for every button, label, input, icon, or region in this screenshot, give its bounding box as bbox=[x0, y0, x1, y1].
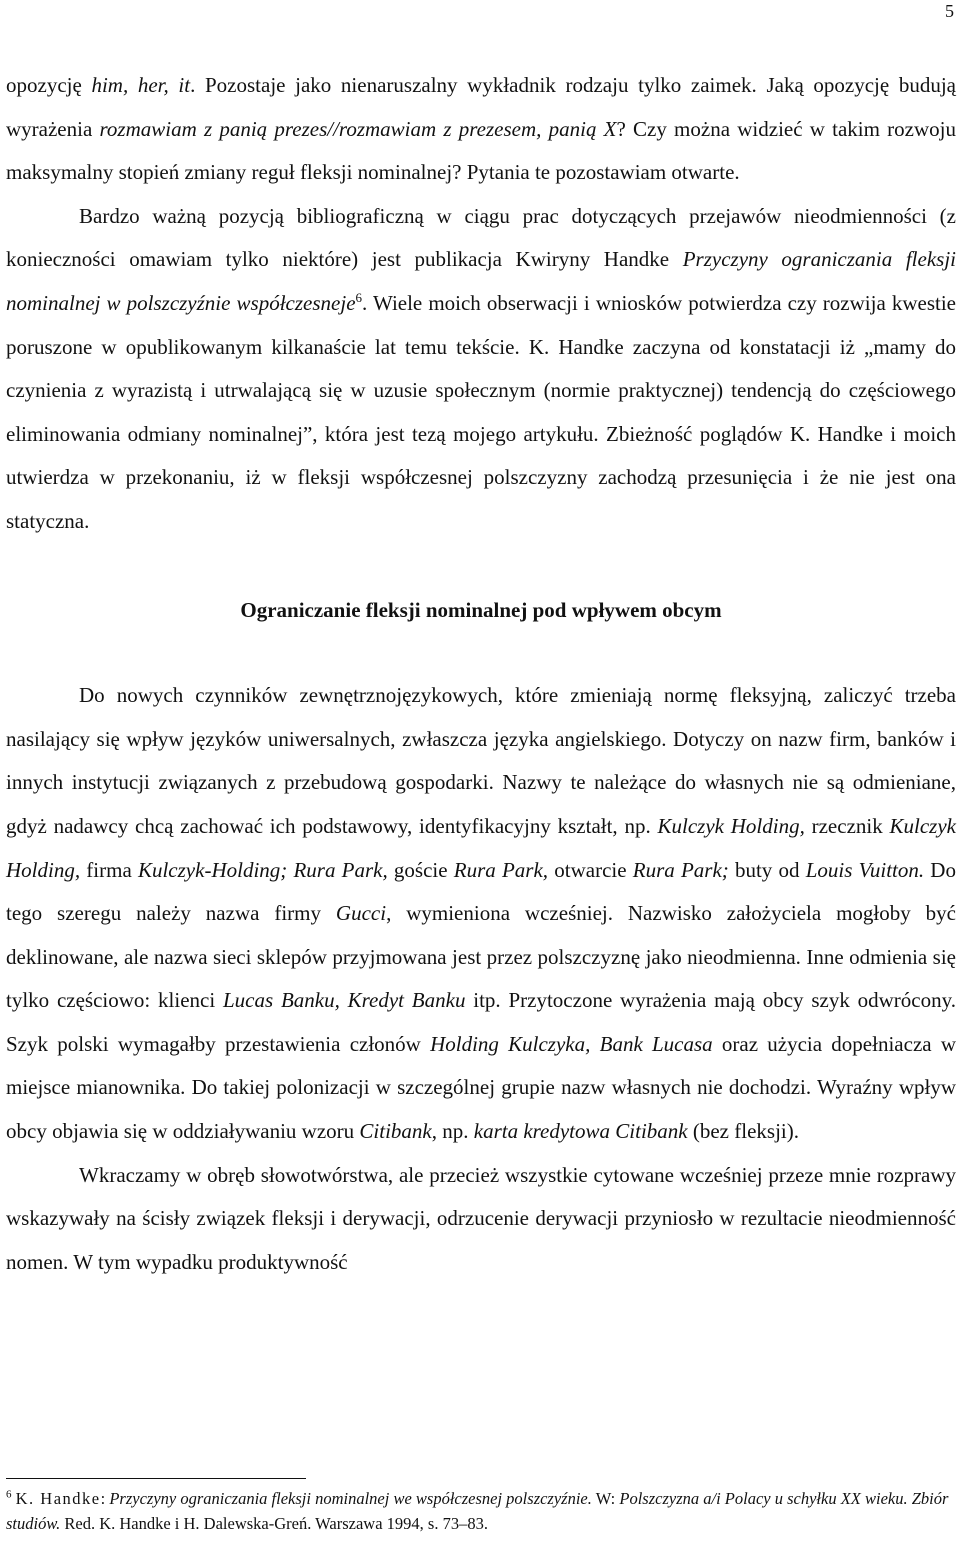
document-body bbox=[6, 64, 956, 1284]
italic-run: karta kredytowa Citibank bbox=[473, 1119, 688, 1144]
text-run: otwarcie bbox=[548, 857, 633, 882]
text-run: , np. bbox=[431, 1119, 474, 1144]
italic-run: Kulczyk-Holding; Rura Park, bbox=[137, 857, 388, 882]
footnote-reference[interactable]: 6 bbox=[355, 289, 363, 305]
text-run: rzecznik bbox=[804, 813, 890, 838]
paragraph-1 bbox=[6, 64, 956, 195]
footnote bbox=[6, 1486, 956, 1536]
section-heading: Ograniczanie fleksji nominalnej pod wpływem obcym bbox=[240, 597, 722, 622]
paragraph-3 bbox=[6, 674, 956, 1154]
text-run: opozycję bbox=[6, 73, 92, 97]
italic-run: Holding Kulczyka, Bank Lucasa bbox=[430, 1031, 713, 1056]
text-run: Wkraczamy w obręb słowotwórstwa, ale przecież wszystkie cytowane wcześniej przeze mnie rozprawy wskazywały na ścisły związek fleksji i derywacji, odrzucenie derywacji przyniosło w rezultacie nieodmienność nomen. W tym wypadku produktywność bbox=[6, 1162, 956, 1274]
italic-run: Gucci bbox=[335, 901, 387, 926]
text-run: itp. Przytoczone wyrażenia mają obcy szyk odwrócony. Szyk polski wymagałby przestawienia członów bbox=[6, 988, 956, 1056]
italic-run: Rura Park; bbox=[632, 857, 729, 882]
text-run: : bbox=[100, 1489, 110, 1508]
footnote-divider bbox=[6, 1478, 306, 1479]
paragraph-4 bbox=[6, 1154, 956, 1285]
text-run: . Wiele moich obserwacji i wniosków potwierdza czy rozwija kwestie poruszone w opublikowanym kilkanaście lat temu tekście. K. Handke zaczyna od konstatacji iż „mamy do czynienia z wyrazistą i utrwalającą się w uzusie społecznym (normie praktycznej) tendencją do częściowego eliminowania odmiany nominalnej”, która jest tezą mojego artykułu. Zbieżność poglądów K. Handke i moich utwierdza w przekonaniu, iż w fleksji współczesnej polszczyzny zachodzą przesunięcia i że nie jest ona statyczna. bbox=[6, 290, 956, 533]
text-run: goście bbox=[387, 857, 454, 882]
footnote-number: 6 bbox=[6, 1488, 12, 1501]
italic-run: Citibank bbox=[359, 1119, 432, 1144]
italic-run: Przyczyny ograniczania fleksji nominalnej w polszczyźnie współczesneje bbox=[6, 247, 956, 315]
footnote-title: Przyczyny ograniczania fleksji nominalnej we współczesnej polszczyźnie. bbox=[109, 1489, 592, 1508]
text-run: . Pozostaje jako nienaruszalny wykładnik rodzaju tylko zaimek. Jaką opozycję budują wyrażenia bbox=[6, 73, 957, 141]
paragraph-2 bbox=[6, 195, 956, 544]
page-number: 5 bbox=[945, 1, 954, 21]
italic-run: Rura Park, bbox=[453, 857, 549, 882]
text-run: (bez fleksji). bbox=[687, 1119, 799, 1144]
italic-run: Louis Vuitton. bbox=[805, 857, 925, 882]
text-run: Red. K. Handke i H. Dalewska-Greń. Warszawa 1994, s. 73–83. bbox=[60, 1514, 488, 1533]
text-run: W: bbox=[591, 1489, 620, 1508]
text-run: Do tego szeregu należy nazwa firmy bbox=[6, 857, 956, 926]
footnote-author: K. Handke bbox=[15, 1489, 101, 1508]
text-run: firma bbox=[80, 857, 138, 882]
italic-run: Lucas Banku, Kredyt Banku bbox=[222, 988, 466, 1013]
text-run: ? Czy można widzieć w takim rozwoju maksymalny stopień zmiany reguł fleksji nominalnej? Pytania te pozostawiam otwarte. bbox=[6, 116, 956, 185]
text-run: buty od bbox=[728, 857, 806, 882]
text-run: oraz użycia dopełniacza w miejsce mianownika. Do takiej polonizacji w szczególnej grupie nazw własnych nie dochodzi. Wyraźny wpływ obcy objawia się w oddziaływaniu wzoru bbox=[6, 1031, 956, 1144]
text-run: Do nowych czynników zewnętrznojęzykowych, które zmieniają normę fleksyjną, zaliczyć trzeba nasilający się wpływ języków uniwersalnych, zwłaszcza języka angielskiego. Dotyczy on nazw firm, banków i innych instytucji związanych z przebudową gospodarki. Nazwy te należące do własnych nie są odmieniane, gdyż nadawcy chcą zachować ich podstawowy, identyfikacyjny kształt, np. bbox=[6, 683, 956, 838]
footnote-book-title: Polszczyzna a/i Polacy u schyłku XX wieku. Zbiór studiów. bbox=[6, 1489, 949, 1533]
italic-run: Kulczyk Holding, bbox=[657, 813, 805, 838]
italic-run: him, her, it bbox=[91, 73, 191, 97]
italic-run: Kulczyk Holding, bbox=[6, 813, 956, 882]
text-run: Bardzo ważną pozycją bibliograficzną w ciągu prac dotyczących przejawów nieodmienności (z konieczności omawiam tylko niektóre) jest publikacja Kwiryny Handke bbox=[6, 203, 956, 272]
italic-run: rozmawiam z panią prezes//rozmawiam z prezesem, panią X bbox=[99, 116, 617, 141]
text-run: , wymieniona wcześniej. Nazwisko założyciela mogłoby być deklinowane, ale nazwa sieci sklepów przyjmowana jest przez polszczyznę jako nieodmienna. Inne odmienia się tylko częściowo: klienci bbox=[6, 901, 956, 1013]
